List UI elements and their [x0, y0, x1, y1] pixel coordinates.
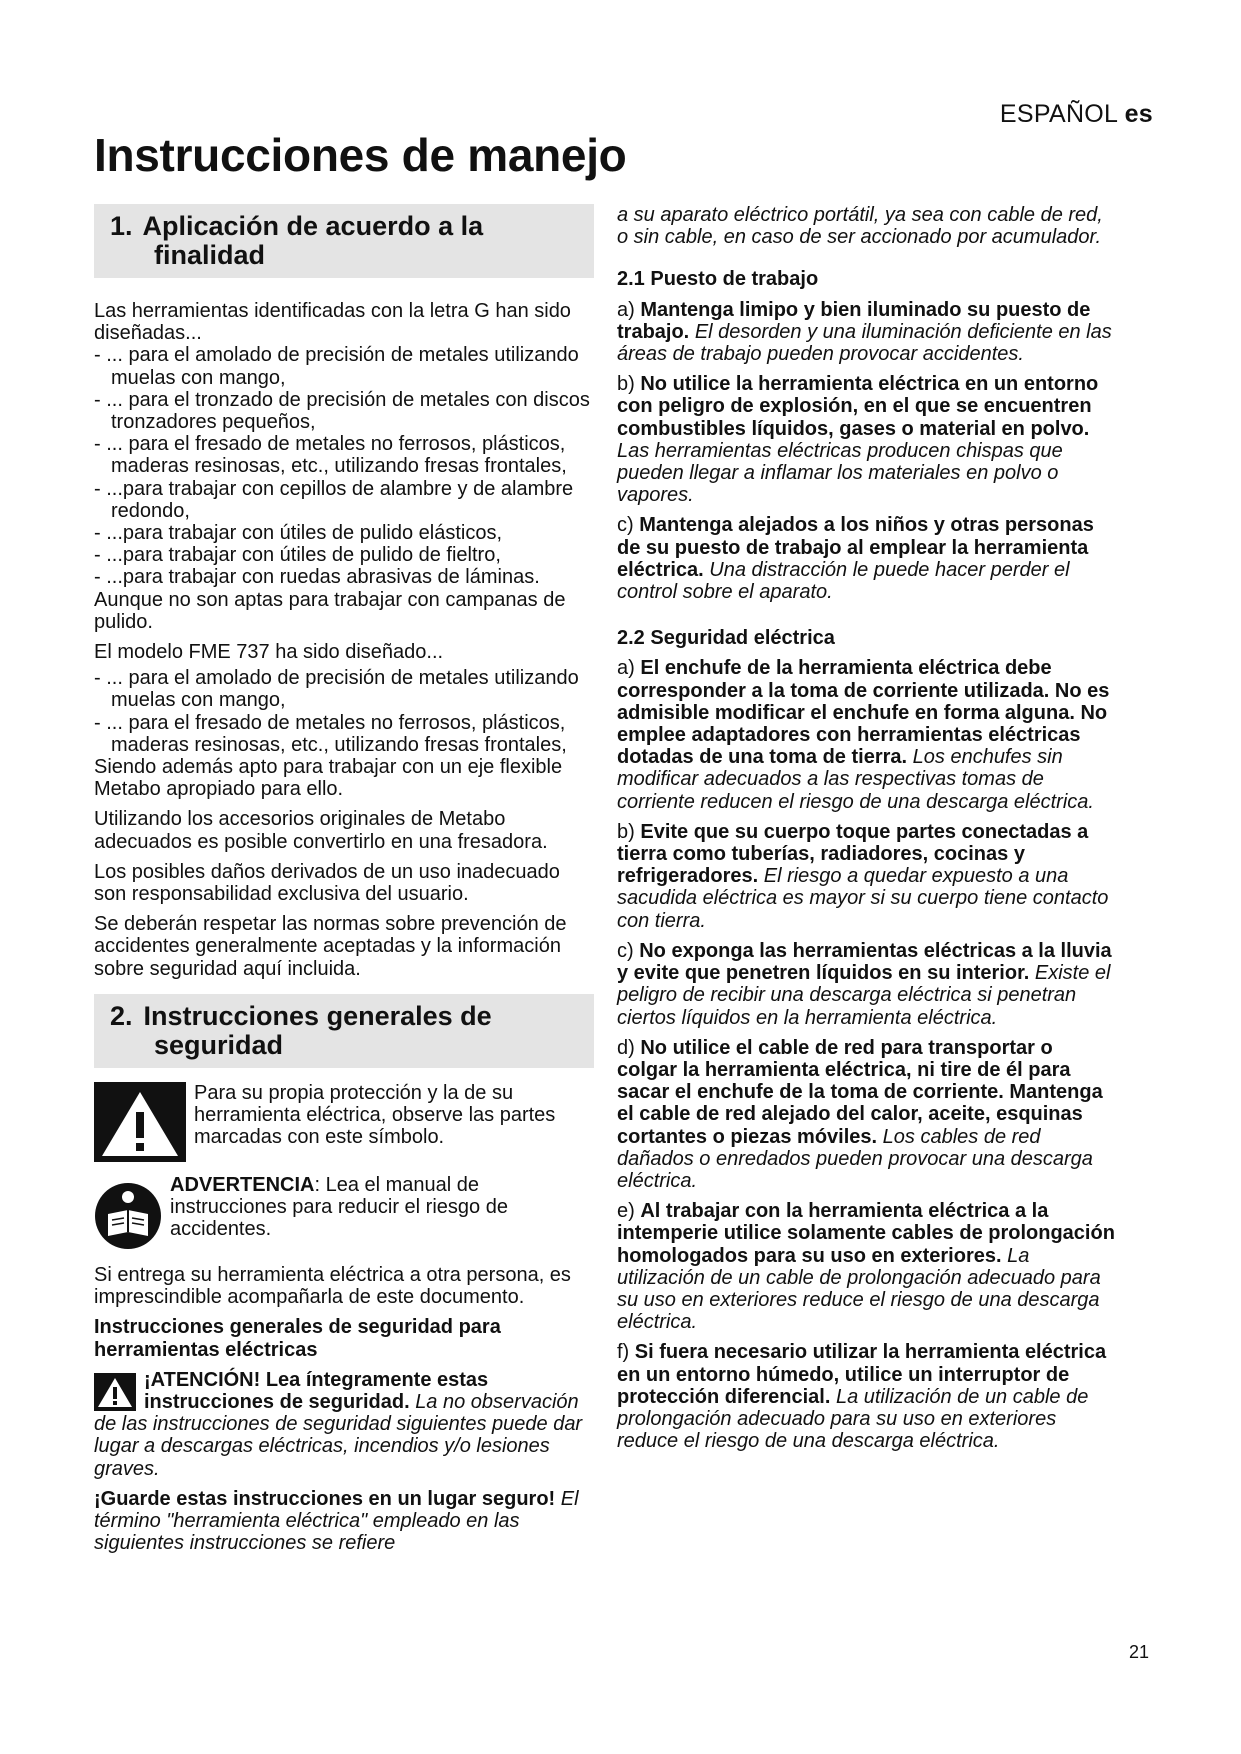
general-heading: Instrucciones generales de seguridad para herramientas eléctricas — [94, 1316, 501, 1361]
section-1-title-line2: finalidad — [154, 240, 266, 270]
fme-use-item: - ... para el fresado de metales no ferrosos, plásticos, maderas resinosas, etc., utilizando fresas frontales, — [94, 711, 567, 756]
item-italic: Los enchufes sin modificar adecuados a las respectivas tomas de corriente reducen el riesgo de una descarga eléctrica. — [617, 746, 1094, 813]
item-bold: Mantenga limipo y bien iluminado su puesto de trabajo. — [617, 298, 1091, 343]
s22-item-e — [617, 1200, 1117, 1333]
item-bold: Si fuera necesario utilizar la herramienta eléctrica en un entorno húmedo, utilice un interruptor de protección diferencial. — [617, 1341, 1107, 1408]
item-bold: Mantenga alejados a los niños y otras personas de su puesto de trabajo al emplear la herramienta eléctrica. — [617, 514, 1094, 581]
attention-italic: La no observación de las instrucciones de seguridad siguientes puede dar lugar a descargas eléctricas, incendios y/o lesiones graves. — [94, 1390, 583, 1480]
warning-note — [170, 1174, 594, 1241]
norms-note: Se deberán respetar las normas sobre prevención de accidentes generalmente aceptadas y la información sobre seguridad aquí incluida. — [94, 913, 567, 980]
attention-bold: ¡ATENCIÓN! Lea íntegramente estas instrucciones de seguridad. — [144, 1368, 489, 1413]
warning-label: ADVERTENCIA — [170, 1173, 315, 1196]
item-italic: La utilización de un cable de prolongación adecuado para su uso en exteriores reduce el riesgo de una descarga eléctrica. — [617, 1244, 1101, 1334]
item-italic: Los cables de red dañados o enredados pueden provocar una descarga eléctrica. — [617, 1125, 1093, 1192]
use-item: - ... para el amolado de precisión de metales utilizando muelas con mango, — [94, 344, 579, 389]
item-italic: Las herramientas eléctricas producen chispas que pueden llegar a inflamar los materiales en polvo o vapores. — [617, 439, 1063, 507]
item-bold: No exponga las herramientas eléctricas a la lluvia y evite que penetren líquidos en su interior. — [617, 939, 1112, 985]
s22-item-d — [617, 1037, 1117, 1192]
section-2-title-line1: Instrucciones generales de — [143, 1000, 492, 1031]
fme-use-item: - ... para el amolado de precisión de metales utilizando muelas con mango, — [94, 667, 579, 712]
symbol-note-row — [94, 1082, 594, 1162]
s22-item-b — [617, 821, 1117, 932]
language-name: ESPAÑOL — [999, 100, 1118, 128]
page-title: Instrucciones de manejo — [94, 129, 627, 181]
page-number: 21 — [1128, 1642, 1149, 1662]
item-italic: Existe el peligro de recibir una descarga eléctrica si penetran ciertos líquidos en la herramienta eléctrica. — [617, 962, 1111, 1029]
item-bold: Al trabajar con la herramienta eléctrica a la intemperie utilice solamente cables de prolongación homologados para su uso en exteriores. — [617, 1200, 1115, 1267]
intro-paragraph: Las herramientas identificadas con la letra G han sido diseñadas... — [94, 300, 571, 345]
small-warning-icon — [94, 1373, 136, 1411]
item-bold: El enchufe de la herramienta eléctrica debe corresponder a la toma de corriente utilizada. No es admisible modificar el enchufe en forma alguna. No emplee adaptadores con herramientas eléctricas dotadas de una toma de tierra. — [617, 657, 1110, 769]
item-letter: e) — [617, 1200, 635, 1223]
item-bold: Evite que su cuerpo toque partes conectadas a tierra como tuberías, radiadores, cocinas y refrigeradores. — [617, 820, 1089, 888]
s21-item-a — [617, 299, 1117, 366]
section-2-title-line2: seguridad — [154, 1029, 284, 1060]
language-code: es — [1124, 100, 1153, 128]
section-1-heading — [94, 204, 594, 278]
s22-item-f — [617, 1341, 1117, 1452]
continuation-text: a su aparato eléctrico portátil, ya sea con cable de red, o sin cable, en caso de ser accionado por acumulador. — [617, 204, 1103, 249]
item-bold: No utilice la herramienta eléctrica en un entorno con peligro de explosión, en el que se encuentren combustibles líquidos, gases o material en polvo. — [617, 373, 1099, 440]
s21-item-c — [617, 514, 1117, 603]
item-letter: d) — [617, 1036, 635, 1059]
milling-note: Utilizando los accesorios originales de Metabo adecuados es posible convertirlo en una fresadora. — [94, 808, 548, 853]
keep-bold: ¡Guarde estas instrucciones en un lugar seguro! — [94, 1487, 556, 1510]
fme-use-list — [94, 667, 594, 756]
use-item: - ... para el fresado de metales no ferrosos, plásticos, maderas resinosas, etc., utilizando fresas frontales, — [94, 433, 567, 478]
item-italic: El desorden y una iluminación deficiente en las áreas de trabajo pueden provocar accidentes. — [617, 320, 1112, 366]
item-letter: a) — [617, 657, 635, 680]
section-2-heading — [94, 994, 594, 1068]
damages-note: Los posibles daños derivados de un uso inadecuado son responsabilidad exclusiva del usuario. — [94, 860, 560, 906]
not-suitable-note: Aunque no son aptas para trabajar con campanas de pulido. — [94, 588, 566, 633]
item-italic: La utilización de un cable de prolongación adecuado para su uso en exteriores reduce el riesgo de una descarga eléctrica. — [617, 1385, 1089, 1453]
keep-paragraph — [94, 1488, 594, 1555]
item-italic: El riesgo a quedar expuesto a una sacudida eléctrica es mayor si su cuerpo tiene contacto con tierra. — [617, 865, 1109, 932]
flexible-shaft-note: Siendo además apto para trabajar con un eje flexible Metabo apropiado para ello. — [94, 756, 563, 801]
item-letter: b) — [617, 373, 635, 396]
s22-item-a — [617, 657, 1117, 812]
section-1-number: 1. — [110, 211, 133, 241]
continuation-paragraph — [617, 204, 1117, 248]
section-2-1-heading: 2.1 Puesto de trabajo — [617, 268, 819, 291]
use-item: - ...para trabajar con útiles de pulido elásticos, — [94, 522, 502, 545]
item-letter: c) — [617, 939, 634, 962]
s22-item-c — [617, 940, 1117, 1029]
section-1-title-line1: Aplicación de acuerdo a la — [142, 211, 484, 241]
left-column — [94, 204, 594, 1562]
item-letter: f) — [617, 1341, 630, 1364]
attention-paragraph — [94, 1369, 594, 1480]
use-item: - ... para el tronzado de precisión de metales con discos tronzadores pequeños, — [94, 388, 590, 434]
use-item: - ...para trabajar con cepillos de alambre y de alambre redondo, — [94, 477, 574, 522]
warning-text: : Lea el manual de instrucciones para reducir el riesgo de accidentes. — [170, 1173, 508, 1241]
item-letter: b) — [617, 820, 635, 843]
use-list — [94, 344, 594, 588]
warning-triangle-icon — [94, 1082, 186, 1162]
handover-note: Si entrega su herramienta eléctrica a otra persona, es imprescindible acompañarla de este documento. — [94, 1263, 571, 1309]
symbol-note: Para su propia protección y la de su herramienta eléctrica, observe las partes marcadas con este símbolo. — [194, 1081, 556, 1149]
keep-italic: El término "herramienta eléctrica" empleado en las siguientes instrucciones se refiere — [94, 1487, 579, 1555]
language-label — [1000, 100, 1153, 129]
warning-row — [94, 1174, 594, 1250]
item-bold: No utilice el cable de red para transportar o colgar la herramienta eléctrica, ni tire de él para sacar el enchufe de la toma de corriente. Mantenga el cable de red alejado del calor, aceite, esquinas cortantes o piezas móviles. — [617, 1036, 1103, 1148]
section-2-number: 2. — [110, 1000, 133, 1031]
item-letter: a) — [617, 298, 635, 321]
item-letter: c) — [617, 514, 634, 537]
right-column — [617, 204, 1117, 1460]
s21-item-b — [617, 373, 1117, 506]
item-italic: Una distracción le puede hacer perder el control sobre el aparato. — [617, 558, 1070, 604]
use-item: - ...para trabajar con útiles de pulido de fieltro, — [94, 544, 501, 567]
read-manual-icon — [94, 1182, 162, 1250]
use-item: - ...para trabajar con ruedas abrasivas de láminas. — [94, 566, 540, 589]
fme-intro: El modelo FME 737 ha sido diseñado... — [94, 641, 444, 664]
section-2-2-heading: 2.2 Seguridad eléctrica — [617, 627, 835, 650]
